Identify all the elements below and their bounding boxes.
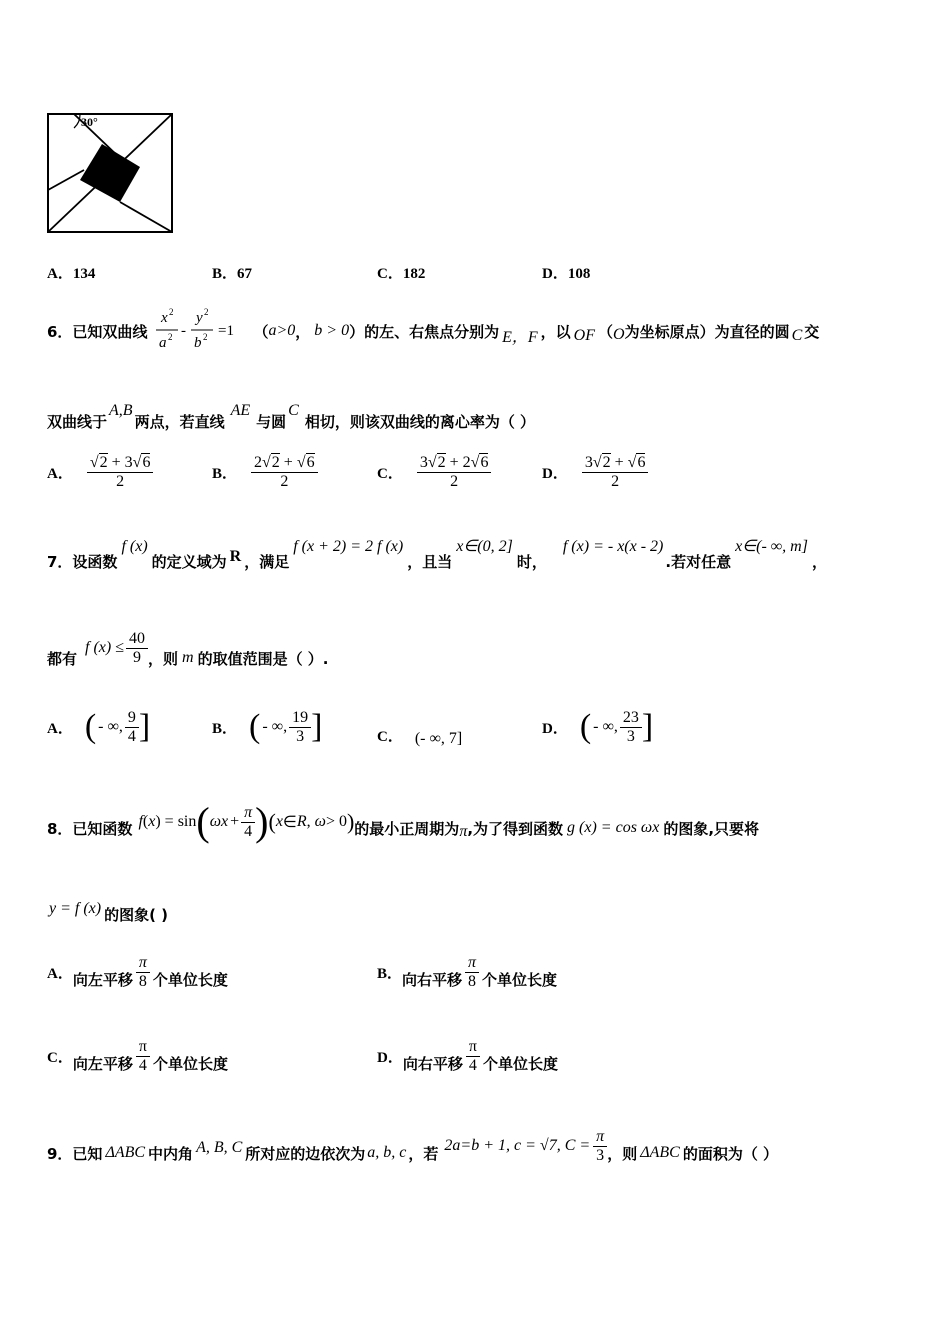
- q6-option-b: B． $\frac{2√2 + √6}{2}$: [212, 454, 318, 491]
- q6-line2: 双曲线于 A,B 两点，若直线 AE 与圆 C 相切，则该双曲线的离心率为（ ）: [47, 402, 536, 431]
- geometry-figure: [44, 110, 176, 236]
- q7-option-d: D． ( - ∞, $\frac{23}{3}$ ]: [542, 708, 654, 745]
- q8-option-a: A． 向左平移 $\frac{\pi}{8}$ 个单位长度: [47, 954, 228, 990]
- hyperbola-equation: [151, 304, 249, 358]
- q7-line1: 7．设函数 f (x) 的定义域为 R ，满足 f (x + 2) = 2 f (x) ，且当 x∈(0, 2] 时， f (x) = - x(x - 2) .若对任意 x∈(- ∞, m] ，: [47, 538, 827, 571]
- q5-option-b: B．67: [212, 266, 253, 282]
- svg-text:b: b: [194, 335, 202, 351]
- svg-text:y: y: [196, 310, 204, 326]
- svg-text:2: 2: [204, 307, 209, 317]
- q8-line1: 8．已知函数 f ( x ) = sin ( ωx + $\frac{\pi}{4}$ ) ( x ∈ R , ω > 0 ) 的最小正周期为 π ,为了得到函数 g (x) = cos ωx 的图象,只要将: [47, 799, 760, 844]
- q7-option-a: A． ( - ∞, $\frac{9}{4}$ ]: [47, 708, 151, 745]
- q7-option-c: C． (- ∞, 7]: [377, 728, 463, 747]
- q8-option-b: B． 向右平移 $\frac{\pi}{8}$ 个单位长度: [377, 954, 558, 990]
- angle-label: 30°: [81, 115, 98, 129]
- q5-option-d: D．108: [542, 266, 591, 282]
- q6-option-d: D． $\frac{3√2 + √6}{2}$: [542, 454, 648, 491]
- q8-line2: y = f (x) 的图象( ): [49, 900, 169, 924]
- q5-option-a: A．134: [47, 266, 96, 282]
- q8-option-c: C． 向左平移 $\frac{\pi}{4}$ 个单位长度: [47, 1038, 228, 1074]
- q9-line1: 9．已知 ΔABC 中内角 A, B, C 所对应的边依次为 a, b, c ，若 2a=b + 1, c = √7, C = $\frac{\pi}{3}$ ，则 ΔABC 的面积为（ ）: [47, 1127, 779, 1164]
- svg-text:x: x: [161, 310, 169, 326]
- svg-text:2: 2: [169, 307, 174, 317]
- svg-text:=1: =1: [218, 323, 235, 339]
- svg-text:a: a: [159, 335, 167, 351]
- q7-line2: 都有 f (x) ≤ $\frac{40}{9}$ ，则 m 的取值范围是（ ）.: [47, 629, 329, 668]
- svg-text:2: 2: [203, 332, 208, 342]
- q6-option-c: C． $\frac{3√2 + 2√6}{2}$: [377, 454, 491, 491]
- q8-option-d: D． 向右平移 $\frac{\pi}{4}$ 个单位长度: [377, 1038, 558, 1074]
- q6-option-a: A． $\frac{√2 + 3√6}{2}$: [47, 454, 153, 491]
- q5-option-c: C．182: [377, 266, 426, 282]
- svg-text:2: 2: [168, 332, 173, 342]
- q7-option-b: B． ( - ∞, $\frac{19}{3}$ ]: [212, 708, 323, 745]
- q6-line1: 6．已知双曲线 x 2 a 2 - y 2 b 2 =1 （ a>0 ， b > 0 ）的左、右焦点分别为 E，F ，以 OF （ O 为坐标原点）为直径的圆 C 交: [47, 296, 819, 366]
- svg-text:-: -: [181, 323, 187, 339]
